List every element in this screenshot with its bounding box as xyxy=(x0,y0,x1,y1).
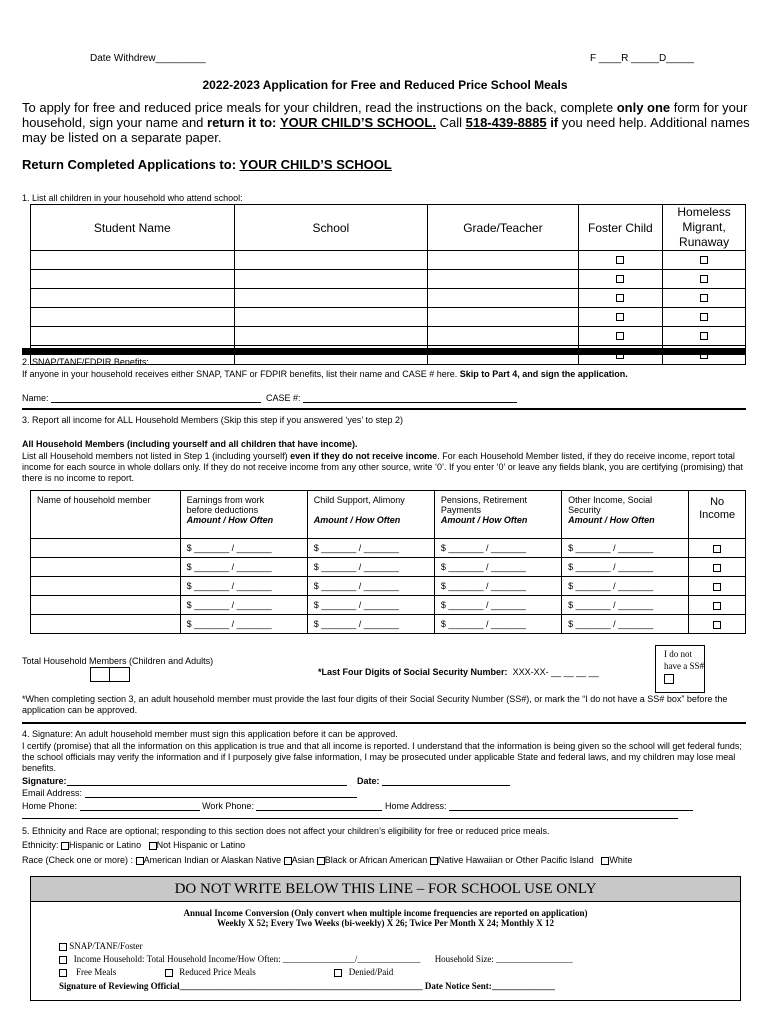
grade-teacher-cell[interactable] xyxy=(428,308,578,327)
checkbox[interactable] xyxy=(700,313,708,321)
checkbox[interactable] xyxy=(700,332,708,340)
section2-title: 2. SNAP/TANF/FDPIR Benefits: xyxy=(22,357,149,367)
ssn-field[interactable]: XXX-XX- __ __ __ __ xyxy=(512,667,599,677)
pensions-cell[interactable]: $ _______ / _______ xyxy=(434,596,561,615)
section4-title: 4. Signature: An adult household member must sign this application before it can be approved. xyxy=(22,729,398,739)
signature-field[interactable] xyxy=(67,785,347,786)
race-black-checkbox[interactable] xyxy=(317,857,325,865)
school-cell[interactable] xyxy=(234,308,428,327)
no-ssn-checkbox[interactable] xyxy=(664,674,674,684)
homeless-cell[interactable] xyxy=(663,308,746,327)
income-household-checkbox[interactable] xyxy=(59,956,67,964)
checkbox[interactable] xyxy=(616,294,624,302)
pensions-cell[interactable]: $ _______ / _______ xyxy=(434,615,561,634)
col-pensions: Pensions, Retirement Payments Amount / How Often xyxy=(434,491,561,539)
children-table xyxy=(30,204,746,365)
household-member-cell[interactable] xyxy=(31,539,181,558)
homeless-cell[interactable] xyxy=(663,251,746,270)
household-member-cell[interactable] xyxy=(31,558,181,577)
date-field[interactable] xyxy=(382,785,510,786)
other-income-cell[interactable]: $ _______ / _______ xyxy=(562,596,689,615)
foster-child-cell[interactable] xyxy=(578,308,663,327)
race-american-indian-checkbox[interactable] xyxy=(136,857,144,865)
table-row xyxy=(31,558,746,577)
email-row: Email Address: xyxy=(22,788,357,798)
no-ssn-box[interactable]: I do not have a SS# xyxy=(655,645,705,693)
checkbox[interactable] xyxy=(616,275,624,283)
frd-codes: F ____R _____D_____ xyxy=(590,53,694,64)
grade-teacher-cell[interactable] xyxy=(428,289,578,308)
other-income-cell[interactable]: $ _______ / _______ xyxy=(562,558,689,577)
section2-text: If anyone in your household receives either SNAP, TANF or FDPIR benefits, list their name and CASE # here. Skip to Part 4, and sign the application. xyxy=(22,369,628,379)
date-withdrew: Date Withdrew_________ xyxy=(90,53,206,64)
col-child-support: Child Support, Alimony Amount / How Often xyxy=(307,491,434,539)
col-foster-child: Foster Child xyxy=(578,205,663,251)
checkbox[interactable] xyxy=(700,294,708,302)
homeless-cell[interactable] xyxy=(663,289,746,308)
table-row xyxy=(31,327,746,346)
student-name-cell[interactable] xyxy=(31,270,235,289)
earnings-cell[interactable]: $ _______ / _______ xyxy=(180,615,307,634)
denied-paid-checkbox[interactable] xyxy=(334,969,342,977)
race-asian-checkbox[interactable] xyxy=(284,857,292,865)
certification-text: I certify (promise) that all the information on this application is true and that all income is reported. I understand that the information is being given so the school will get federal funds; the school officials may verify the information and if I purposely give false information, I may be prosecuted under applicable State and federal laws, and my children may lose meal benefits. xyxy=(22,741,742,773)
official-signature-field[interactable]: ______________________________________________________ xyxy=(179,981,423,991)
student-name-cell[interactable] xyxy=(31,327,235,346)
race-pacific-islander-checkbox[interactable] xyxy=(430,857,438,865)
section-divider xyxy=(22,818,678,819)
col-household-member: Name of household member xyxy=(31,491,181,539)
hispanic-checkbox[interactable] xyxy=(61,842,69,850)
section3-title: 3. Report all income for ALL Household Members (Skip this step if you answered ‘yes’ to step 2) xyxy=(22,415,404,425)
work-phone-field[interactable] xyxy=(256,810,382,811)
ethnicity-row: Ethnicity: Hispanic or Latino Not Hispanic or Latino xyxy=(22,840,246,850)
table-row xyxy=(31,577,746,596)
meal-status-row: Free Meals Reduced Price Meals Denied/Paid xyxy=(59,967,393,977)
school-cell[interactable] xyxy=(234,251,428,270)
section-divider xyxy=(22,348,746,355)
student-name-cell[interactable] xyxy=(31,289,235,308)
no-income-cell[interactable] xyxy=(689,615,746,634)
home-phone-field[interactable] xyxy=(80,810,200,811)
phone-row: Home Phone: Work Phone: Home Address: xyxy=(22,801,693,811)
earnings-cell[interactable]: $ _______ / _______ xyxy=(180,577,307,596)
checkbox[interactable] xyxy=(616,332,624,340)
child-support-cell[interactable]: $ _______ / _______ xyxy=(307,615,434,634)
signature-row: Signature: Date: xyxy=(22,776,510,786)
official-signature-row: Signature of Reviewing Official______________________________________________________ Date Notice Sent:______________ xyxy=(59,981,555,991)
student-name-cell[interactable] xyxy=(31,308,235,327)
col-school: School xyxy=(234,205,428,251)
snap-name-field[interactable] xyxy=(51,402,261,403)
snap-checkbox-row: SNAP/TANF/Foster xyxy=(59,941,143,951)
school-cell[interactable] xyxy=(234,327,428,346)
col-other-income: Other Income, Social Security Amount / How Often xyxy=(562,491,689,539)
earnings-cell[interactable]: $ _______ / _______ xyxy=(180,596,307,615)
school-cell[interactable] xyxy=(234,270,428,289)
return-line: Return Completed Applications to: YOUR CHILD’S SCHOOL xyxy=(22,157,392,172)
section2-name-row: Name: CASE #: xyxy=(22,393,517,403)
section-divider xyxy=(22,408,746,410)
col-earnings: Earnings from work before deductions Amount / How Often xyxy=(180,491,307,539)
child-support-cell[interactable]: $ _______ / _______ xyxy=(307,539,434,558)
email-field[interactable] xyxy=(85,797,357,798)
section-divider xyxy=(22,722,746,724)
student-name-cell[interactable] xyxy=(31,251,235,270)
household-member-cell[interactable] xyxy=(31,615,181,634)
other-income-cell[interactable]: $ _______ / _______ xyxy=(562,615,689,634)
child-support-cell[interactable]: $ _______ / _______ xyxy=(307,558,434,577)
income-conversion-rules: Weekly X 52; Every Two Weeks (bi-weekly) X 26; Twice Per Month X 24; Monthly X 12 xyxy=(217,918,554,928)
table-row xyxy=(31,270,746,289)
income-conversion-title: Annual Income Conversion (Only convert when multiple income frequencies are reported on application) xyxy=(183,908,588,918)
no-income-checkbox[interactable] xyxy=(713,545,721,553)
grade-teacher-cell[interactable] xyxy=(428,270,578,289)
no-income-cell[interactable] xyxy=(689,577,746,596)
table-row xyxy=(31,308,746,327)
earnings-cell[interactable]: $ _______ / _______ xyxy=(180,539,307,558)
col-no-income: No Income xyxy=(689,491,746,539)
no-income-checkbox[interactable] xyxy=(713,564,721,572)
grade-teacher-cell[interactable] xyxy=(428,327,578,346)
no-income-cell[interactable] xyxy=(689,558,746,577)
grade-teacher-cell[interactable] xyxy=(428,251,578,270)
table-row xyxy=(31,615,746,634)
homeless-cell[interactable] xyxy=(663,270,746,289)
pensions-cell[interactable]: $ _______ / _______ xyxy=(434,577,561,596)
foster-child-cell[interactable] xyxy=(578,270,663,289)
school-cell[interactable] xyxy=(234,289,428,308)
pensions-cell[interactable]: $ _______ / _______ xyxy=(434,539,561,558)
household-member-cell[interactable] xyxy=(31,596,181,615)
foster-child-cell[interactable] xyxy=(578,327,663,346)
section5-title: 5. Ethnicity and Race are optional; responding to this section does not affect your children’s eligibility for free or reduced price meals. xyxy=(22,826,550,836)
foster-child-cell[interactable] xyxy=(578,251,663,270)
total-members-field[interactable] xyxy=(90,667,130,682)
snap-checkbox[interactable] xyxy=(59,943,67,951)
table-row xyxy=(31,289,746,308)
office-use-box xyxy=(30,876,741,1001)
home-address-field[interactable] xyxy=(449,810,693,811)
child-support-cell[interactable]: $ _______ / _______ xyxy=(307,577,434,596)
income-table xyxy=(30,490,746,634)
no-income-cell[interactable] xyxy=(689,596,746,615)
intro-paragraph: To apply for free and reduced price meals for your children, read the instructions on the back, complete only one form for your household, sign your name and return it to: YOUR CHILD’S SCHOOL. Call 518-439-8885 if you need help. Additional names may be listed on a separate paper. xyxy=(22,100,750,145)
col-student-name: Student Name xyxy=(31,205,235,251)
household-member-cell[interactable] xyxy=(31,577,181,596)
table-row xyxy=(31,539,746,558)
reduced-meals-checkbox[interactable] xyxy=(165,969,173,977)
no-income-cell[interactable] xyxy=(689,539,746,558)
office-banner: DO NOT WRITE BELOW THIS LINE – FOR SCHOOL USE ONLY xyxy=(31,877,740,902)
snap-case-field[interactable] xyxy=(303,402,517,403)
checkbox[interactable] xyxy=(700,275,708,283)
no-income-checkbox[interactable] xyxy=(713,583,721,591)
no-income-checkbox[interactable] xyxy=(713,621,721,629)
total-members-label: Total Household Members (Children and Adults) xyxy=(22,656,214,666)
other-income-cell[interactable]: $ _______ / _______ xyxy=(562,577,689,596)
income-household-row: Income Household: Total Household Income/How Often: ________________/______________ Household Size: _________________ xyxy=(59,954,573,964)
pensions-cell[interactable]: $ _______ / _______ xyxy=(434,558,561,577)
checkbox[interactable] xyxy=(700,256,708,264)
free-meals-checkbox[interactable] xyxy=(59,969,67,977)
checkbox[interactable] xyxy=(616,256,624,264)
section1-label: 1. List all children in your household who attend school: xyxy=(22,193,243,203)
section3-instructions: List all Household members not listed in Step 1 (including yourself) even if they do not receive income. For each Household Member listed, if they do receive income, report total income for each source in whole dollars only. If they do not receive income from any other source, write ‘0’. If you enter ‘0’ or leave any fields blank, you are certifying (promising) that there is no income to report. xyxy=(22,451,743,483)
ssn-note: *When completing section 3, an adult household member must provide the last four digits of their Social Security Number (SS#), or mark the “I do not have a SS# box” before the application can be approved. xyxy=(22,694,728,715)
foster-child-cell[interactable] xyxy=(578,289,663,308)
other-income-cell[interactable]: $ _______ / _______ xyxy=(562,539,689,558)
form-title: 2022-2023 Application for Free and Reduced Price School Meals xyxy=(202,78,568,92)
ssn-row: *Last Four Digits of Social Security Number: XXX-XX- __ __ __ __ xyxy=(318,667,599,677)
date-notice-field[interactable]: ______________ xyxy=(491,981,555,991)
no-income-checkbox[interactable] xyxy=(713,602,721,610)
not-hispanic-checkbox[interactable] xyxy=(149,842,157,850)
col-grade-teacher: Grade/Teacher xyxy=(428,205,578,251)
table-row xyxy=(31,251,746,270)
homeless-cell[interactable] xyxy=(663,327,746,346)
race-row: Race (Check one or more) : American Indian or Alaskan Native Asian Black or African American Native Hawaiian or Other Pacific Island White xyxy=(22,855,633,865)
earnings-cell[interactable]: $ _______ / _______ xyxy=(180,558,307,577)
col-homeless: Homeless Migrant, Runaway xyxy=(663,205,746,251)
checkbox[interactable] xyxy=(616,313,624,321)
table-row xyxy=(31,596,746,615)
section3-subtitle: All Household Members (including yourself and all children that have income). xyxy=(22,439,358,449)
child-support-cell[interactable]: $ _______ / _______ xyxy=(307,596,434,615)
